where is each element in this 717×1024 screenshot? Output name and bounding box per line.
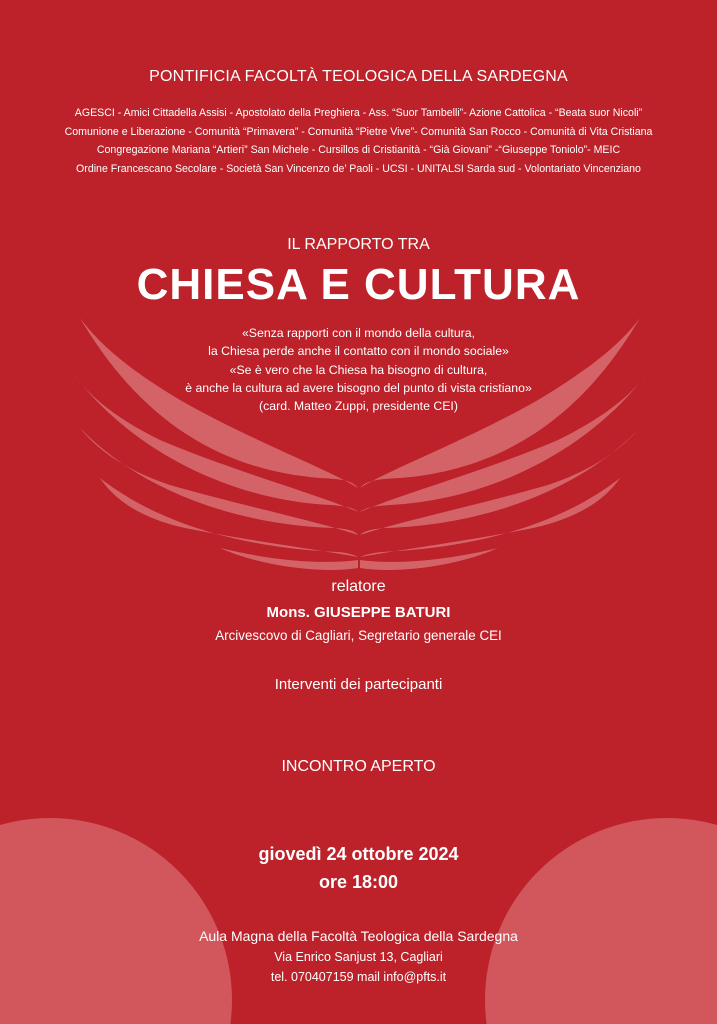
venue-address: Via Enrico Sanjust 13, Cagliari bbox=[274, 950, 443, 964]
quote-line: «Se è vero che la Chiesa ha bisogno di cultura, bbox=[229, 362, 488, 377]
speaker-role: Arcivescovo di Cagliari, Segretario generale CEI bbox=[215, 628, 502, 643]
associations-line: Congregazione Mariana “Artieri” San Michele - Cursillos di Cristianità - “Già Giovani” -“Giuseppe Toniolo”- MEIC bbox=[96, 144, 621, 156]
open-meeting-note: INCONTRO APERTO bbox=[281, 758, 436, 775]
associations-line: Ordine Francescano Secolare - Società San Vincenzo de’ Paoli - UCSI - UNITALSI Sarda sud - Volontariato Vincenziano bbox=[76, 162, 641, 175]
associations-line: AGESCI - Amici Cittadella Assisi - Apostolato della Preghiera - Ass. “Suor Tambelli”- Azione Cattolica - “Beata suor Nicoli” bbox=[74, 107, 643, 119]
institution-name: PONTIFICIA FACOLTÀ TEOLOGICA DELLA SARDEGNA bbox=[149, 68, 568, 85]
speaker-name: Mons. GIUSEPPE BATURI bbox=[266, 604, 451, 621]
event-date: giovedì 24 ottobre 2024 bbox=[258, 844, 459, 864]
associations-line: Comunione e Liberazione - Comunità “Primavera” - Comunità “Pietre Vive”- Comunità San Rocco - Comunità di Vita Cristiana bbox=[64, 125, 653, 138]
speaker-label: relatore bbox=[331, 578, 386, 595]
quote-attribution: (card. Matteo Zuppi, presidente CEI) bbox=[259, 399, 458, 414]
left-base bbox=[220, 548, 358, 570]
quote-line: «Senza rapporti con il mondo della cultura, bbox=[241, 326, 476, 340]
left-feather-4 bbox=[100, 478, 358, 557]
quote-line: la Chiesa perde anche il contatto con il mondo sociale» bbox=[208, 344, 509, 359]
quote-line: è anche la cultura ad avere bisogno del punto di vista cristiano» bbox=[185, 380, 532, 395]
event-subtitle: IL RAPPORTO TRA bbox=[287, 236, 430, 253]
associations-list bbox=[0, 104, 717, 178]
right-base bbox=[360, 548, 498, 570]
venue-name: Aula Magna della Facoltà Teologica della Sardegna bbox=[199, 928, 518, 944]
right-feather-4 bbox=[360, 478, 620, 557]
contact-info: tel. 070407159 mail info@pfts.it bbox=[270, 970, 447, 984]
quote-block bbox=[0, 324, 717, 415]
interventions-note: Interventi dei partecipanti bbox=[274, 676, 443, 693]
event-title: CHIESA E CULTURA bbox=[136, 260, 581, 309]
event-time: ore 18:00 bbox=[318, 872, 399, 892]
